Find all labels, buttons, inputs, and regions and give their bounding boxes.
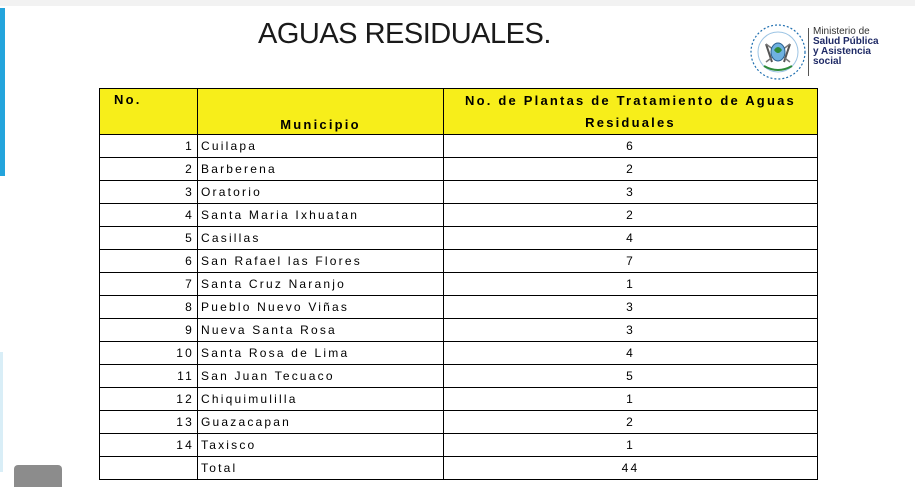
row-municipio: Taxisco — [198, 434, 444, 457]
total-no — [100, 457, 198, 480]
slide-accent-line-faint — [0, 352, 3, 472]
row-municipio: San Juan Tecuaco — [198, 365, 444, 388]
page-title: AGUAS RESIDUALES. — [258, 18, 551, 50]
row-no: 13 — [100, 411, 198, 434]
table-header-row — [100, 89, 818, 135]
row-no: 11 — [100, 365, 198, 388]
row-plantas: 3 — [444, 319, 818, 342]
header-municipio: Municipio — [198, 89, 444, 135]
wastewater-table-container — [99, 88, 818, 480]
header-no: No. — [100, 89, 198, 135]
row-municipio: Santa Rosa de Lima — [198, 342, 444, 365]
table-row — [100, 135, 818, 158]
row-plantas: 2 — [444, 204, 818, 227]
table-row — [100, 181, 818, 204]
row-plantas: 4 — [444, 227, 818, 250]
logo-divider — [808, 28, 809, 76]
row-plantas: 2 — [444, 158, 818, 181]
row-plantas: 7 — [444, 250, 818, 273]
table-row — [100, 319, 818, 342]
logo-line-4: social — [813, 56, 842, 67]
row-municipio: Santa Cruz Naranjo — [198, 273, 444, 296]
slide-accent-line — [0, 8, 5, 176]
row-municipio: Pueblo Nuevo Viñas — [198, 296, 444, 319]
row-no: 2 — [100, 158, 198, 181]
row-municipio: Guazacapan — [198, 411, 444, 434]
row-no: 6 — [100, 250, 198, 273]
row-plantas: 5 — [444, 365, 818, 388]
row-no: 5 — [100, 227, 198, 250]
row-plantas: 4 — [444, 342, 818, 365]
wastewater-table — [99, 88, 818, 480]
table-row — [100, 296, 818, 319]
table-row — [100, 342, 818, 365]
scroll-handle[interactable] — [14, 465, 62, 487]
table-row — [100, 434, 818, 457]
table-total-row — [100, 457, 818, 480]
table-row — [100, 411, 818, 434]
row-no: 10 — [100, 342, 198, 365]
logo-line-2: Salud Pública — [813, 36, 879, 47]
row-municipio: Oratorio — [198, 181, 444, 204]
top-bar — [0, 0, 915, 6]
row-municipio: Barberena — [198, 158, 444, 181]
row-plantas: 1 — [444, 388, 818, 411]
table-body — [100, 135, 818, 457]
row-plantas: 1 — [444, 434, 818, 457]
row-no: 14 — [100, 434, 198, 457]
row-plantas: 1 — [444, 273, 818, 296]
row-no: 1 — [100, 135, 198, 158]
total-label: Total — [198, 457, 444, 480]
table-row — [100, 250, 818, 273]
table-row — [100, 273, 818, 296]
table-row — [100, 204, 818, 227]
row-plantas: 6 — [444, 135, 818, 158]
row-plantas: 3 — [444, 181, 818, 204]
row-municipio: Santa Maria Ixhuatan — [198, 204, 444, 227]
row-no: 12 — [100, 388, 198, 411]
row-no: 8 — [100, 296, 198, 319]
table-row — [100, 388, 818, 411]
row-municipio: Cuilapa — [198, 135, 444, 158]
table-row — [100, 158, 818, 181]
row-municipio: Casillas — [198, 227, 444, 250]
row-plantas: 2 — [444, 411, 818, 434]
row-no: 7 — [100, 273, 198, 296]
table-row — [100, 227, 818, 250]
logo-line-3: y Asistencia — [813, 46, 871, 57]
row-municipio: Nueva Santa Rosa — [198, 319, 444, 342]
guatemala-coat-of-arms-icon — [748, 22, 808, 82]
row-plantas: 3 — [444, 296, 818, 319]
logo-line-1: Ministerio de — [813, 26, 870, 37]
row-no: 4 — [100, 204, 198, 227]
row-municipio: San Rafael las Flores — [198, 250, 444, 273]
header-plantas: No. de Plantas de Tratamiento de Aguas Residuales — [444, 89, 818, 135]
row-no: 9 — [100, 319, 198, 342]
table-row — [100, 365, 818, 388]
row-municipio: Chiquimulilla — [198, 388, 444, 411]
row-no: 3 — [100, 181, 198, 204]
total-value: 44 — [444, 457, 818, 480]
ministry-logo-text — [813, 27, 913, 67]
